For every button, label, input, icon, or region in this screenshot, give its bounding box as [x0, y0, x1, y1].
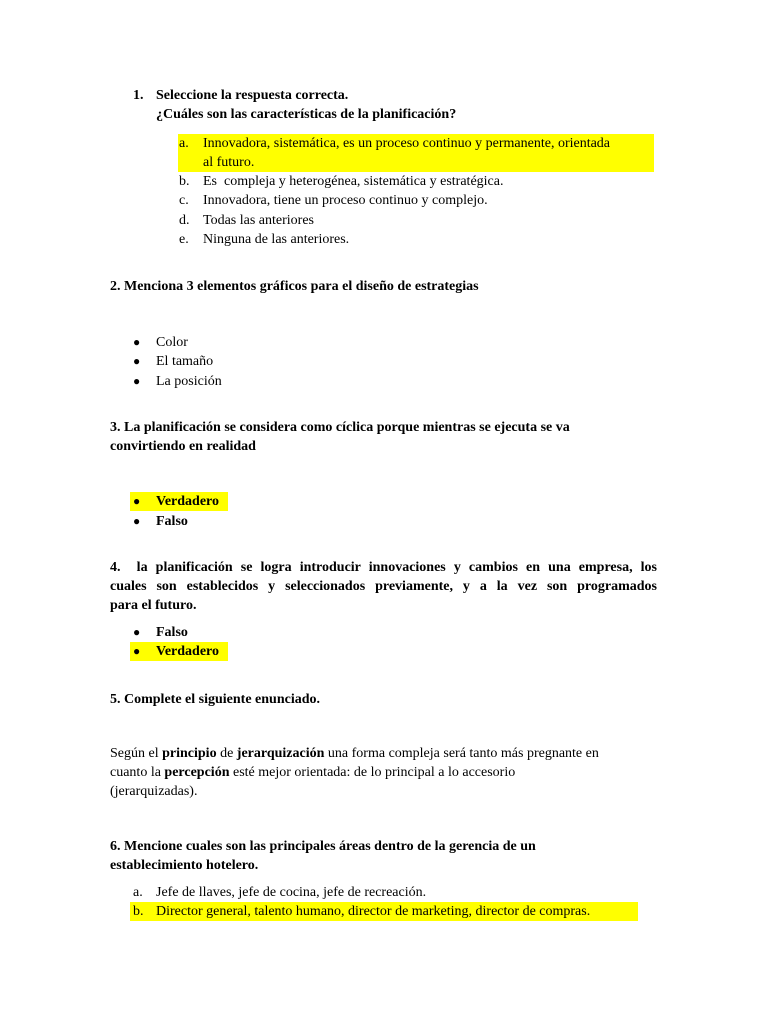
- q1-number: 1.: [133, 88, 144, 103]
- q1-option-a-letter: a.: [179, 136, 189, 151]
- q6-title-cont: establecimiento hotelero.: [110, 858, 259, 873]
- q3-title: 3. La planificación se considera como cíclica porque mientras se ejecuta se va: [110, 420, 570, 435]
- q1-option-b-text: Es compleja y heterogénea, sistemática y estratégica.: [203, 174, 504, 189]
- q5-text: Según el: [110, 746, 163, 761]
- q5-title: 5. Complete el siguiente enunciado.: [110, 692, 320, 707]
- q1-option-d-letter: d.: [179, 213, 190, 228]
- q1-option-a-text: Innovadora, sistemática, es un proceso continuo y permanente, orientada: [203, 136, 611, 151]
- q6-option-a-text: Jefe de llaves, jefe de cocina, jefe de recreación.: [156, 885, 427, 900]
- q5-text: (jerarquizadas).: [110, 784, 198, 799]
- q3-answer-verdadero: Verdadero: [156, 494, 219, 509]
- q4-answer-verdadero: Verdadero: [156, 644, 219, 659]
- q1-option-b-letter: b.: [179, 174, 190, 189]
- q6-option-b-letter: b.: [133, 904, 144, 919]
- q5-answer-paragraph: [110, 744, 670, 801]
- q4-title-line2: cuales son establecidos y seleccionados previamente, y a la vez son programados: [110, 579, 657, 594]
- q4-title: [110, 558, 657, 615]
- q1-option-d-text: Todas las anteriores: [203, 213, 314, 228]
- q1-subtitle: ¿Cuáles son las características de la planificación?: [156, 107, 457, 122]
- q1-option-a-text-cont: al futuro.: [203, 155, 255, 170]
- q1-option-c-text: Innovadora, tiene un proceso continuo y complejo.: [203, 193, 488, 208]
- q5-text: esté mejor orientada: de lo principal a lo accesorio: [229, 765, 516, 780]
- q5-word-percepcion: percepción: [164, 765, 230, 780]
- q4-title-line1: 4. la planificación se logra introducir innovaciones y cambios en una empresa, los: [110, 560, 657, 575]
- q5-text: una forma compleja será tanto más pregnante en: [324, 746, 599, 761]
- bullet-icon: ●: [133, 354, 141, 368]
- bullet-icon: ●: [133, 374, 141, 388]
- q5-text: cuanto la: [110, 765, 165, 780]
- q1-option-e-letter: e.: [179, 232, 189, 247]
- q2-title: 2. Menciona 3 elementos gráficos para el diseño de estrategias: [110, 279, 479, 294]
- q3-title-cont: convirtiendo en realidad: [110, 439, 256, 454]
- bullet-icon: ●: [133, 335, 141, 349]
- q4-title-line3: para el futuro.: [110, 598, 197, 613]
- q1-option-e-text: Ninguna de las anteriores.: [203, 232, 350, 247]
- q4-answer-falso: Falso: [156, 625, 188, 640]
- bullet-icon: ●: [133, 625, 141, 639]
- q2-item-color: Color: [156, 335, 188, 350]
- q6-option-b-text: Director general, talento humano, director de marketing, director de compras.: [156, 904, 591, 919]
- q6-option-a-letter: a.: [133, 885, 143, 900]
- q3-answer-falso: Falso: [156, 514, 188, 529]
- q5-text: de: [216, 746, 237, 761]
- q5-word-principio: principio: [162, 746, 217, 761]
- bullet-icon: ●: [133, 644, 141, 658]
- q1-option-c-letter: c.: [179, 193, 189, 208]
- q1-title: Seleccione la respuesta correcta.: [156, 88, 349, 103]
- q2-item-tamano: El tamaño: [156, 354, 214, 369]
- bullet-icon: ●: [133, 494, 141, 508]
- q6-title: 6. Mencione cuales son las principales áreas dentro de la gerencia de un: [110, 839, 536, 854]
- q2-item-posicion: La posición: [156, 374, 222, 389]
- q5-word-jerarquizacion: jerarquización: [236, 746, 325, 761]
- bullet-icon: ●: [133, 514, 141, 528]
